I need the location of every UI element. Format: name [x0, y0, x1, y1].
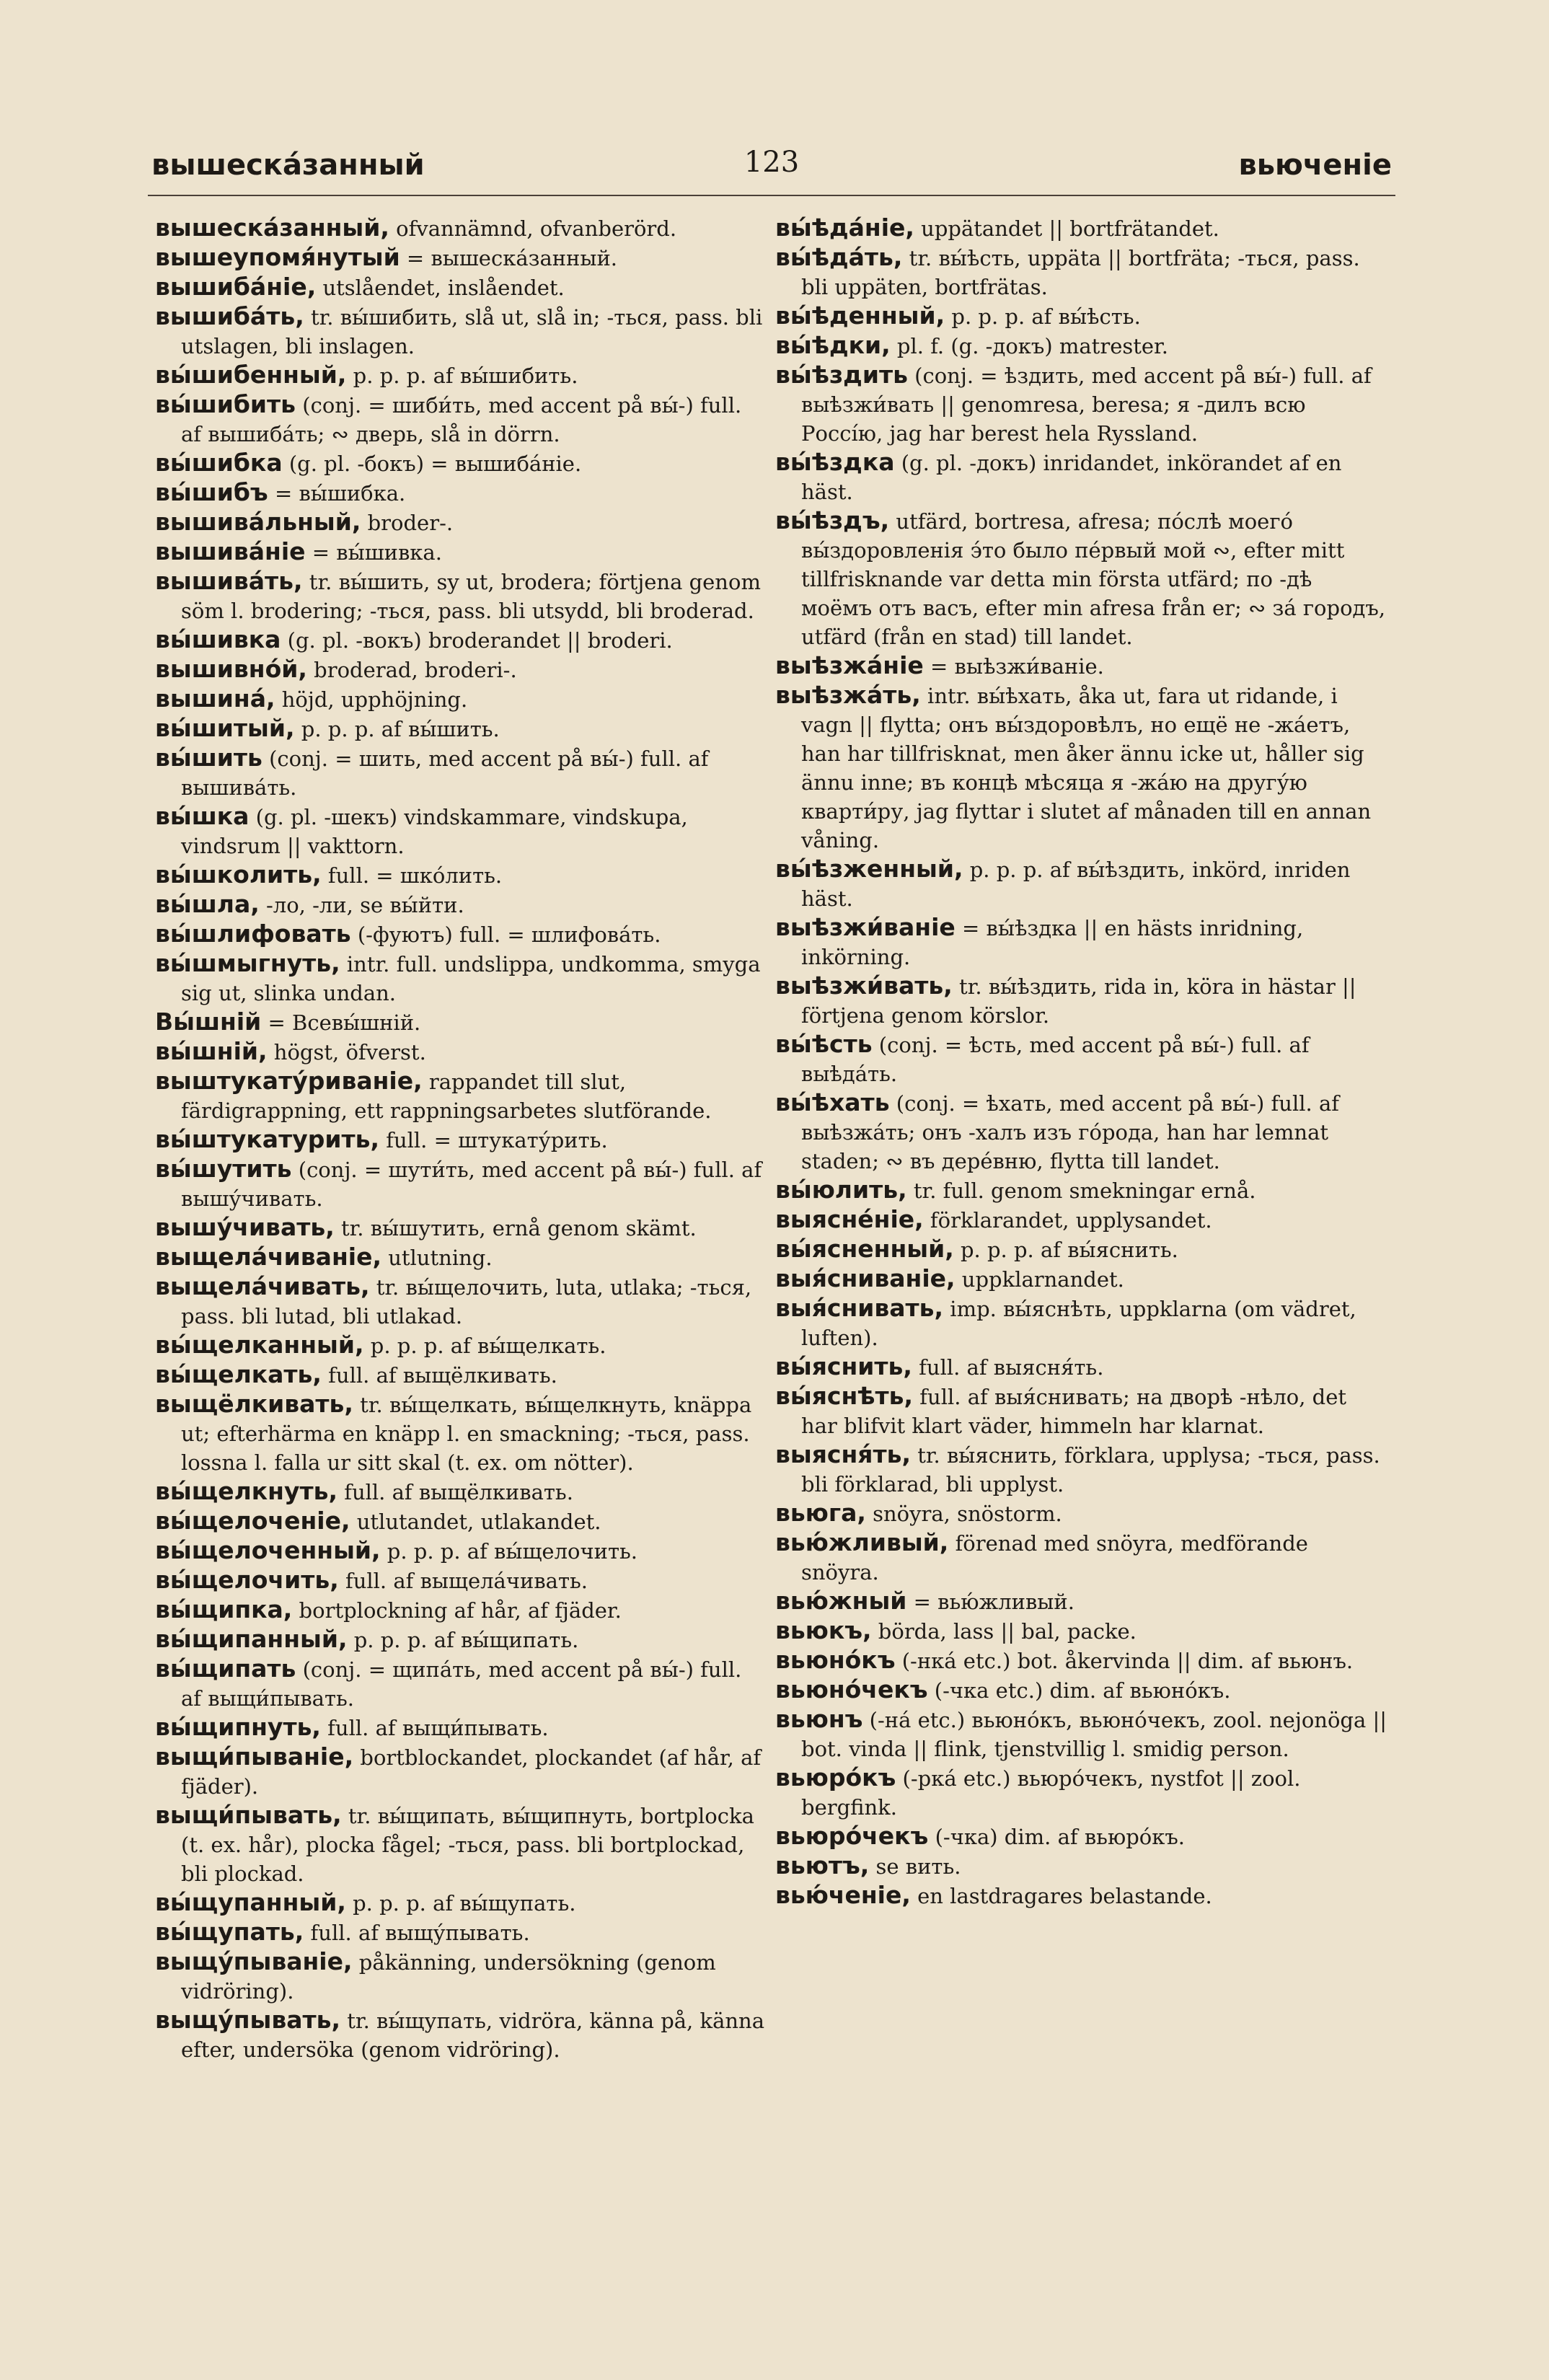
entry-headword: вьюро́чекъ — [775, 1822, 929, 1850]
entry-definition: en lastdragares belastande. — [910, 1884, 1212, 1908]
entry-definition: utlutning. — [381, 1246, 493, 1270]
entry-definition: tr. вы́щупать, vidröra, känna på, känna efter, undersöka (genom vidröring). — [181, 2009, 765, 2062]
entry-definition: förklarandet, upplysandet. — [923, 1208, 1212, 1233]
entry-headword: вы́шла, — [155, 890, 260, 918]
entry-headword: вьюно́къ — [775, 1646, 896, 1674]
dictionary-entry — [775, 1382, 1388, 1440]
entry-headword: вью́ченіе, — [775, 1881, 911, 1909]
entry-definition: full. af выщёлкивать. — [337, 1480, 573, 1504]
entry-headword: вы́шибить — [155, 390, 296, 418]
entry-headword: вы́школить, — [155, 860, 322, 889]
entry-definition: = вышеска́занный. — [400, 246, 618, 270]
entry-definition: höjd, upphöjning. — [275, 687, 468, 712]
dictionary-entry — [155, 1360, 768, 1390]
entry-headword: вы́ѣхать — [775, 1088, 890, 1116]
entry-headword: вы́ѣздъ, — [775, 506, 890, 534]
entry-headword: вьютъ, — [775, 1851, 870, 1879]
entry-definition: (conj. = шить, med accent på вы́-) full. af вышива́ть. — [181, 746, 709, 800]
entry-definition: börda, lass || bal, packe. — [871, 1619, 1137, 1644]
dictionary-entry — [775, 681, 1388, 855]
entry-headword: выясня́ть, — [775, 1440, 911, 1468]
entry-definition: p. p. p. af вы́ѣсть. — [945, 304, 1141, 329]
entry-headword: вы́шмыгнуть, — [155, 949, 340, 977]
dictionary-entry — [155, 1272, 768, 1331]
dictionary-entry — [155, 860, 768, 890]
entry-definition: broderad, broderi-. — [306, 658, 517, 682]
dictionary-entry — [155, 567, 768, 625]
entry-headword: вы́щипка, — [155, 1595, 293, 1623]
entry-definition: (conj. = ѣхать, med accent på вы́-) full. af выѣзжа́ть; онъ -халъ изъ го́рода, han har lemnat staden; ∾ въ дере́вню, flytta till landet. — [801, 1091, 1339, 1173]
dictionary-entry — [155, 1595, 768, 1625]
entry-headword: вы́щипанный, — [155, 1625, 348, 1653]
right-column — [775, 213, 1388, 2305]
entry-headword: Вы́шній — [155, 1008, 262, 1036]
entry-definition: (-фуютъ) full. = шлифова́ть. — [350, 922, 661, 947]
entry-headword: вы́ясненный, — [775, 1235, 954, 1263]
entry-headword: вы́шибка — [155, 449, 283, 477]
entry-headword: вы́щупать, — [155, 1918, 304, 1946]
dictionary-entry — [775, 1294, 1388, 1352]
entry-headword: выѣзжи́вать, — [775, 971, 953, 1000]
dictionary-entry — [775, 1763, 1388, 1822]
dictionary-entry — [155, 949, 768, 1008]
entry-headword: вью́жливый, — [775, 1528, 949, 1556]
dictionary-entry — [155, 1390, 768, 1477]
dictionary-entry — [155, 1067, 768, 1125]
dictionary-entry — [155, 1125, 768, 1155]
entry-definition: full. af выщела́чивать. — [338, 1569, 588, 1593]
entry-definition: (conj. = ѣздить, med accent på вы́-) full. af выѣзжи́вать || genomresa, beresa; я -дилъ всю Россі́ю, jag har berest hela Ryssland. — [801, 363, 1372, 446]
entry-definition: (g. pl. -шекъ) vindskammare, vindskupa, vindsrum || vakttorn. — [181, 805, 688, 858]
dictionary-entry — [155, 243, 768, 273]
entry-definition: påkänning, undersökning (genom vidröring). — [181, 1950, 716, 2004]
dictionary-entry — [155, 684, 768, 714]
entry-headword: выщу́пывать, — [155, 2006, 341, 2034]
left-column — [155, 213, 768, 2305]
entry-definition: (-на́ etc.) вьюно́къ, вьюно́чекъ, zool. nejonöga || bot. vinda || flink, tjenstvillig l. smidig person. — [801, 1708, 1387, 1761]
dictionary-entry — [775, 971, 1388, 1030]
dictionary-entry — [775, 1176, 1388, 1205]
entry-headword: вы́щелоченіе, — [155, 1507, 350, 1535]
entry-definition: uppklarnandet. — [955, 1267, 1124, 1292]
dictionary-entry — [155, 449, 768, 478]
dictionary-entry — [155, 2006, 768, 2064]
dictionary-entry — [775, 1528, 1388, 1587]
entry-headword: вышу́чивать, — [155, 1213, 335, 1241]
entry-definition: full. af выясня́ть. — [912, 1355, 1104, 1380]
entry-definition: imp. вы́яснѣть, uppklarna (om vädret, luften). — [801, 1297, 1356, 1350]
left-running-headword: вышеска́занный — [151, 149, 425, 182]
entry-headword: вью́жный — [775, 1587, 907, 1615]
entry-definition: utlutandet, utlakandet. — [350, 1509, 601, 1534]
entry-headword: вы́ѣзженный, — [775, 855, 963, 883]
dictionary-entry — [155, 1008, 768, 1037]
entry-definition: tr. full. genom smekningar ernå. — [906, 1178, 1256, 1203]
entry-definition: p. p. p. af вы́шить. — [294, 717, 500, 741]
header-rule — [148, 195, 1395, 196]
entry-definition: (-чка) dim. af вьюро́къ. — [928, 1825, 1186, 1849]
entry-definition: p. p. p. af вы́ѣздить, inkörd, inriden häst. — [801, 858, 1351, 911]
entry-headword: вы́ѣдки, — [775, 331, 891, 359]
entry-definition: full. af выя́снивать; на дворѣ -нѣло, det har blifvit klart väder, himmeln har klarnat. — [801, 1385, 1347, 1438]
entry-definition: (g. pl. -докъ) inridandet, inkörandet af en häst. — [801, 451, 1342, 504]
entry-headword: выя́снивать, — [775, 1294, 944, 1322]
entry-definition: p. p. p. af вы́щупать. — [345, 1891, 576, 1916]
dictionary-entry — [155, 1331, 768, 1360]
dictionary-entry — [155, 890, 768, 920]
dictionary-entry — [775, 1616, 1388, 1646]
entry-headword: выѣзжи́ваніе — [775, 913, 956, 941]
entry-headword: вышиба́ніе, — [155, 273, 317, 301]
dictionary-entry — [775, 1352, 1388, 1382]
entry-definition: p. p. p. af вы́шибить. — [346, 363, 578, 388]
entry-definition: = выѣзжи́ваніе. — [923, 654, 1104, 679]
entry-headword: вы́шибенный, — [155, 361, 347, 389]
entry-definition: rappandet till slut, färdigrappning, ett rappningsarbetes slutförande. — [181, 1070, 712, 1123]
entry-headword: выштукату́риваніе, — [155, 1067, 423, 1095]
entry-headword: вышеска́занный, — [155, 213, 389, 242]
dictionary-entry — [155, 361, 768, 390]
entry-headword: вы́ѣздить — [775, 361, 908, 389]
entry-definition: (conj. = шиби́ть, med accent på вы́-) full. af вышиба́ть; ∾ дверь, slå in dörrn. — [181, 393, 742, 446]
dictionary-entry — [155, 1713, 768, 1742]
entry-definition: tr. вы́яснить, förklara, upplysa; -ться, pass. bli förklarad, bli upplyst. — [801, 1443, 1380, 1497]
dictionary-entry — [775, 331, 1388, 361]
dictionary-entry — [775, 1851, 1388, 1881]
entry-definition: full. = шко́лить. — [321, 863, 503, 888]
entry-definition: (g. pl. -вокъ) broderandet || broderi. — [281, 628, 673, 653]
entry-definition: förenad med snöyra, medförande snöyra. — [801, 1531, 1308, 1585]
entry-headword: выя́сниваніе, — [775, 1264, 956, 1292]
dictionary-entry — [775, 1822, 1388, 1851]
entry-definition: = вью́жливый. — [906, 1590, 1074, 1614]
dictionary-entry — [775, 1440, 1388, 1499]
entry-headword: вьюкъ, — [775, 1616, 872, 1644]
entry-definition: intr. вы́ѣхать, åka ut, fara ut ridande, i vagn || flytta; онъ вы́здоровѣлъ, но ещё не -жа́етъ, han har tillfrisknat, men åker ännu icke ut, håller sig ännu inne; въ концѣ мѣсяца я -жа́ю на другу́ю кварти́ру, jag flyttar i slutet af månaden till en annan våning. — [801, 684, 1372, 852]
entry-headword: вы́шлифовать — [155, 920, 351, 948]
entry-headword: выщела́чиваніе, — [155, 1243, 381, 1271]
entry-definition: utfärd, bortresa, afresa; по́слѣ моего́ вы́здоровленія э́то было пе́рвый мой ∾, efter mitt tillfrisknande var detta min första utfärd; по -дѣ моёмъ отъ васъ, efter min afresa från er; ∾ за́ городъ, utfärd (från en stad) till landet. — [801, 509, 1386, 649]
entry-headword: вы́щелочить, — [155, 1566, 339, 1594]
entry-definition: tr. вы́щелкать, вы́щелкнуть, knäppa ut; efterhärma en knäpp l. en smackning; -ться, pass. lossna l. falla ur sitt skal (t. ex. om nötter). — [181, 1393, 752, 1475]
entry-headword: выщу́пываніе, — [155, 1947, 353, 1975]
dictionary-entry — [775, 243, 1388, 301]
entry-headword: выщела́чивать, — [155, 1272, 370, 1300]
entry-headword: вы́щелоченный, — [155, 1536, 381, 1564]
entry-headword: вы́щипать — [155, 1654, 296, 1683]
dictionary-entry — [155, 1742, 768, 1801]
entry-headword: вышива́ніе — [155, 537, 306, 565]
entry-headword: вышеупомя́нутый — [155, 243, 400, 271]
entry-definition: full. af выщу́пывать. — [304, 1921, 530, 1945]
entry-headword: вы́щелкать, — [155, 1360, 322, 1388]
dictionary-entry — [155, 1037, 768, 1067]
entry-headword: вышива́ть, — [155, 567, 303, 595]
dictionary-entry — [155, 1888, 768, 1918]
dictionary-entry — [155, 1155, 768, 1213]
entry-headword: выѣзжа́ніе — [775, 651, 924, 679]
entry-definition: full. af выщёлкивать. — [321, 1363, 557, 1388]
entry-definition: bortblockandet, plockandet (af hår, af fjäder). — [181, 1745, 762, 1799]
entry-definition: -ло, -ли, se вы́йти. — [259, 893, 464, 917]
entry-headword: вы́шка — [155, 802, 250, 830]
entry-definition: tr. вы́ѣздить, rida in, köra in hästar || förtjena genom körslor. — [801, 974, 1356, 1028]
entry-headword: выщи́пывать, — [155, 1801, 342, 1829]
page-number: 123 — [743, 146, 800, 179]
dictionary-entry — [155, 1566, 768, 1595]
entry-definition: tr. вы́ѣсть, uppäta || bortfräta; -ться, pass. bli uppäten, bortfrätas. — [801, 246, 1360, 299]
dictionary-entry — [155, 1507, 768, 1536]
dictionary-entry — [775, 213, 1388, 243]
dictionary-entry — [155, 478, 768, 508]
entry-definition: se вить. — [869, 1854, 961, 1879]
entry-headword: вы́юлить, — [775, 1176, 907, 1204]
dictionary-entry — [775, 1881, 1388, 1910]
entry-headword: вы́щупанный, — [155, 1888, 346, 1916]
entry-definition: tr. вы́шибить, slå ut, slå in; -ться, pass. bli utslagen, bli inslagen. — [181, 305, 763, 358]
dictionary-entry — [775, 1705, 1388, 1763]
entry-headword: выщёлкивать, — [155, 1390, 353, 1418]
entry-definition: = вы́шибка. — [268, 481, 406, 506]
entry-headword: вы́шить — [155, 744, 262, 772]
dictionary-entry — [155, 1918, 768, 1947]
entry-headword: вьюно́чекъ — [775, 1675, 928, 1704]
entry-headword: вы́ѣздка — [775, 448, 895, 476]
entry-definition: broder-. — [361, 511, 454, 535]
entry-definition: tr. вы́щипать, вы́щипнуть, bortplocka (t. ex. hår), plocka fågel; -ться, pass. bli bortplockad, bli plockad. — [181, 1804, 754, 1886]
entry-headword: вы́щелкнуть, — [155, 1477, 337, 1505]
dictionary-entry — [155, 1243, 768, 1272]
entry-headword: вы́яснѣть, — [775, 1382, 914, 1410]
entry-headword: вы́штукатурить, — [155, 1125, 379, 1153]
entry-definition: tr. вы́щелочить, luta, utlaka; -ться, pass. bli lutad, bli utlakad. — [181, 1275, 752, 1328]
dictionary-entry — [155, 213, 768, 243]
entry-headword: вышиба́ть, — [155, 302, 304, 330]
dictionary-entry — [775, 1030, 1388, 1088]
dictionary-entry — [775, 1088, 1388, 1176]
entry-definition: = Всевы́шній. — [261, 1010, 421, 1035]
right-running-headword: вьюченіе — [1238, 149, 1392, 182]
entry-definition: (-рка́ etc.) вьюро́чекъ, nystfot || zool. bergfink. — [801, 1766, 1301, 1820]
dictionary-entry — [775, 1205, 1388, 1235]
entry-definition: pl. f. (g. -докъ) matrester. — [890, 334, 1168, 358]
entry-definition: intr. full. undslippa, undkomma, smyga sig ut, slinka undan. — [181, 952, 761, 1005]
entry-definition: (-чка etc.) dim. af вьюно́къ. — [927, 1678, 1231, 1703]
dictionary-entry — [155, 273, 768, 302]
dictionary-entry — [775, 1675, 1388, 1705]
entry-headword: выѣзжа́ть, — [775, 681, 921, 709]
dictionary-entry — [155, 920, 768, 949]
entry-headword: вьюга, — [775, 1499, 866, 1527]
entry-definition: p. p. p. af вы́щипать. — [347, 1628, 579, 1652]
entry-definition: = вы́ѣздка || en hästs inridning, inkörning. — [801, 916, 1304, 969]
entry-headword: вы́яснить, — [775, 1352, 912, 1380]
dictionary-entry — [155, 390, 768, 449]
dictionary-entry — [775, 506, 1388, 651]
entry-definition: (conj. = шути́ть, med accent på вы́-) full. af вышу́чивать. — [181, 1158, 762, 1211]
entry-definition: full. = штукату́рить. — [379, 1128, 608, 1152]
entry-headword: вьюро́къ — [775, 1763, 896, 1791]
dictionary-entry — [155, 1947, 768, 2006]
dictionary-entry — [155, 1654, 768, 1713]
entry-headword: вы́шній, — [155, 1037, 268, 1065]
entry-headword: вы́щипнуть, — [155, 1713, 321, 1741]
dictionary-entry — [155, 744, 768, 802]
dictionary-entry — [775, 1264, 1388, 1294]
entry-headword: вы́ѣда́ть, — [775, 243, 903, 271]
dictionary-entry — [155, 714, 768, 744]
dictionary-entry — [155, 655, 768, 684]
entry-headword: вы́шибъ — [155, 478, 268, 506]
entry-headword: вы́ѣда́ніе, — [775, 213, 914, 242]
dictionary-entry — [155, 1536, 768, 1566]
entry-definition: snöyra, snöstorm. — [865, 1502, 1062, 1526]
entry-headword: вышивно́й, — [155, 655, 307, 683]
entry-definition: p. p. p. af вы́щелкать. — [363, 1334, 606, 1358]
entry-headword: вышива́льный, — [155, 508, 361, 536]
dictionary-entry — [155, 508, 768, 537]
entry-headword: вы́щелканный, — [155, 1331, 364, 1359]
entry-definition: p. p. p. af вы́щелочить. — [380, 1539, 638, 1564]
entry-definition: högst, öfverst. — [267, 1040, 426, 1065]
dictionary-entry — [775, 301, 1388, 331]
entry-headword: вы́шитый, — [155, 714, 295, 742]
entry-definition: (conj. = ѣсть, med accent på вы́-) full. af выѣда́ть. — [801, 1033, 1310, 1086]
entry-definition: tr. вы́шутить, ernå genom skämt. — [334, 1216, 697, 1240]
entry-definition: full. af выщи́пывать. — [320, 1716, 549, 1740]
entry-headword: вышина́, — [155, 684, 275, 713]
entry-definition: utslåendet, inslåendet. — [316, 276, 565, 300]
page-header — [151, 141, 1392, 192]
dictionary-entry — [775, 1235, 1388, 1264]
entry-definition: uppätandet || bortfrätandet. — [914, 216, 1219, 241]
entry-definition: tr. вы́шить, sy ut, brodera; förtjena genom söm l. brodering; -ться, pass. bli utsydd, bli broderad. — [181, 570, 761, 623]
entry-definition: bortplockning af hår, af fjäder. — [292, 1598, 622, 1623]
dictionary-entry — [775, 651, 1388, 681]
dictionary-entry — [775, 1499, 1388, 1528]
entry-definition: (-нка́ etc.) bot. åkervinda || dim. af вьюнъ. — [895, 1649, 1354, 1673]
entry-headword: вы́шивка — [155, 625, 281, 653]
dictionary-entry — [155, 302, 768, 361]
dictionary-entry — [775, 1587, 1388, 1616]
dictionary-entry — [155, 1801, 768, 1888]
dictionary-entry — [775, 855, 1388, 913]
entry-headword: выясне́ніе, — [775, 1205, 924, 1233]
entry-headword: выщи́пываніе, — [155, 1742, 354, 1771]
entry-definition: ofvannämnd, ofvanberörd. — [389, 216, 677, 241]
dictionary-entry — [775, 1646, 1388, 1675]
dictionary-entry — [155, 1213, 768, 1243]
entry-headword: вьюнъ — [775, 1705, 863, 1733]
entry-headword: вы́шутить — [155, 1155, 292, 1183]
dictionary-entry — [155, 1477, 768, 1507]
dictionary-entry — [775, 361, 1388, 448]
entry-headword: вы́ѣденный, — [775, 301, 945, 330]
dictionary-entry — [775, 448, 1388, 506]
entry-definition: (conj. = щипа́ть, med accent på вы́-) full. af выщи́пывать. — [181, 1657, 742, 1711]
entry-definition: = вы́шивка. — [305, 540, 442, 565]
dictionary-entry — [155, 1625, 768, 1654]
dictionary-entry — [155, 625, 768, 655]
dictionary-entry — [775, 913, 1388, 971]
dictionary-entry — [155, 802, 768, 860]
entry-headword: вы́ѣсть — [775, 1030, 873, 1058]
entry-definition: p. p. p. af вы́яснить. — [953, 1238, 1178, 1262]
dictionary-entry — [155, 537, 768, 567]
entry-definition: (g. pl. -бокъ) = вышиба́ніе. — [282, 451, 582, 476]
